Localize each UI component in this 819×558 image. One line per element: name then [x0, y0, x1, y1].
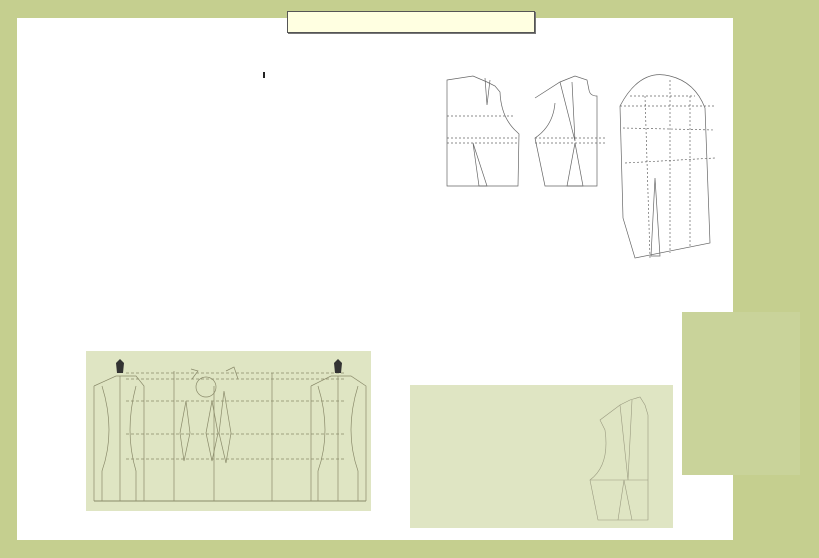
caption-02	[564, 312, 606, 320]
blocks-text-highlight	[263, 72, 265, 78]
back-bodice-diagram	[447, 76, 519, 186]
caption-01	[26, 348, 68, 356]
front-bodice-diagram	[535, 76, 605, 186]
figure-03-dart-manipulation	[682, 312, 800, 475]
image-tooltip	[287, 11, 535, 33]
blocks-text	[263, 72, 371, 80]
pattern-diagrams	[425, 68, 725, 268]
sloper-note	[262, 226, 310, 233]
dress-form-head-left	[116, 359, 124, 373]
figure-02-style-lines	[410, 385, 673, 528]
sleeve-diagram	[620, 75, 715, 258]
dress-form-head-right	[334, 359, 342, 373]
figure-01-dress-forms	[86, 351, 371, 511]
front-bodice-large	[590, 397, 648, 520]
caption-03	[623, 312, 665, 320]
